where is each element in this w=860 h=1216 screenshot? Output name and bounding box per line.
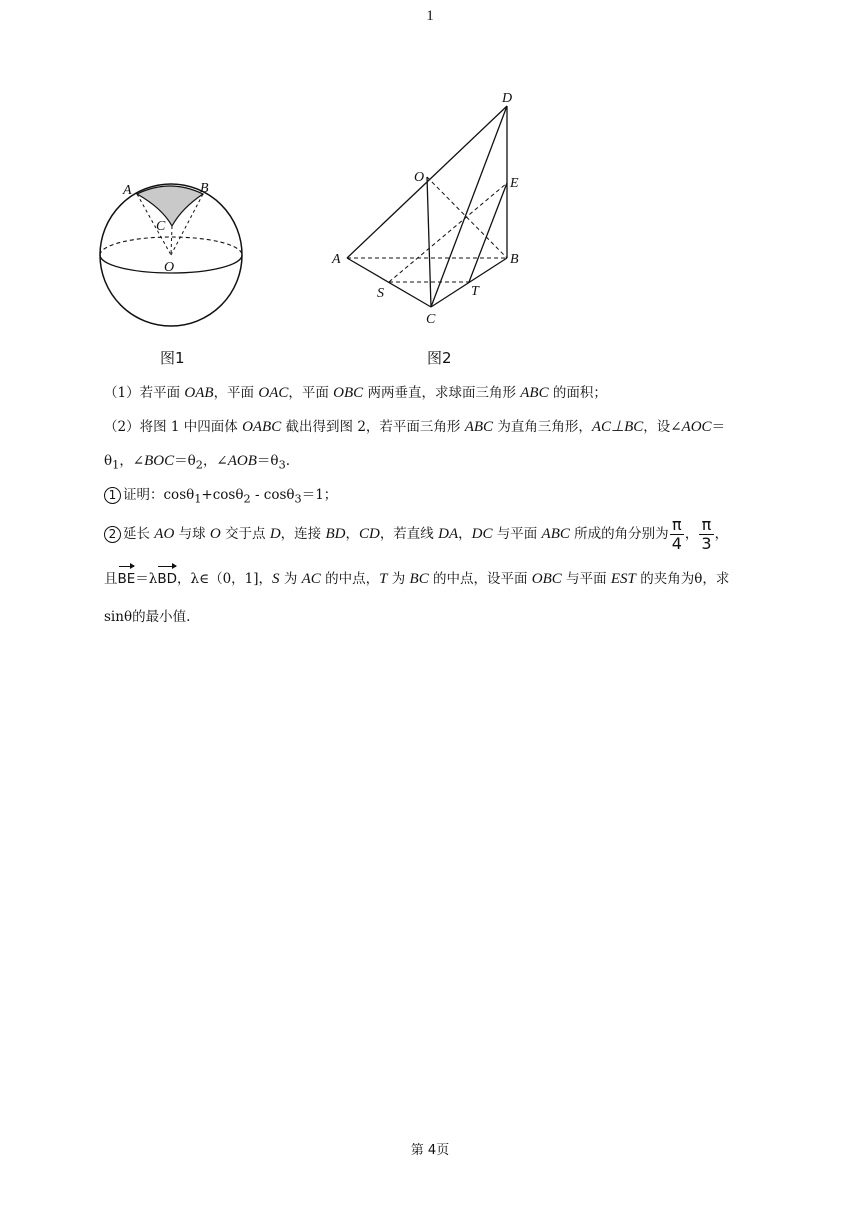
figure-2-tetrahedron [320,85,540,335]
figure-1-caption: 图1 [160,349,185,367]
question-part-2-line-2: $\theta_1$，$\angle BOC=\theta_2$，$\angle AOB=\theta_3$. [104,453,291,472]
question-part-2: （2）将图 1 中四面体 OABC 截出得到图 2，若平面三角形 ABC 为直角三角形，AC⊥BC，设∠AOC＝ [104,419,726,435]
vector-be: BE [117,571,136,587]
sub-question-2: 2 延长 AO 与球 O 交于点 D，连接 BD，CD，若直线 DA，DC 与平面 ABC 所成的角分别为 $\frac{\pi}{4}$ ， $\frac{\pi}{3}$ ， [104,512,784,556]
fig2-label-a: A [332,252,341,267]
figure-2-caption: 图2 [427,349,452,367]
page-number-top: 1 [426,8,434,24]
circled-marker-1: 1 [104,487,121,504]
figure-1-sphere [90,170,260,340]
page-footer: 第 4页 [410,1143,450,1158]
edge-oc [171,226,172,255]
fig1-label-o: O [164,260,175,275]
fig2-label-t: T [471,284,479,299]
edge-oc [427,177,431,307]
edge-dc [431,106,507,307]
circled-marker-2: 2 [104,526,121,543]
fig1-label-b: B [200,181,209,196]
fig2-label-b: B [510,252,519,267]
question-part-1: （1）若平面 OAB，平面 OAC，平面 OBC 两两垂直，求球面三角形 ABC 的面积； [104,385,607,401]
sub-question-2-line-3: sinθ的最小值. [104,609,191,625]
vector-bd: BD [157,571,178,587]
fig2-label-s: S [377,286,384,301]
spherical-triangle-shade [137,186,203,226]
fraction-pi-over-3: $\frac{\pi}{3}$ [701,515,712,553]
fraction-pi-over-4: $\frac{\pi}{4}$ [671,515,682,553]
edge-et [469,183,507,282]
fig2-label-c: C [426,312,436,327]
fig2-label-o: O [414,170,425,185]
fig2-label-d: D [502,91,513,106]
sub-question-2-line-2: 且BE＝λBD，λ∈（0，1]，S 为 AC 的中点，T 为 BC 的中点，设平面 OBC 与平面 EST 的夹角为θ，求 [104,571,730,587]
fig1-label-a: A [123,183,132,198]
sub-question-1: 1 证明：cosθ$_1$+cosθ$_2$ - cosθ$_3$＝1； [104,485,784,510]
fig1-label-c: C [156,219,166,234]
fig2-label-e: E [510,176,519,191]
edge-ob-dashed [427,177,507,258]
